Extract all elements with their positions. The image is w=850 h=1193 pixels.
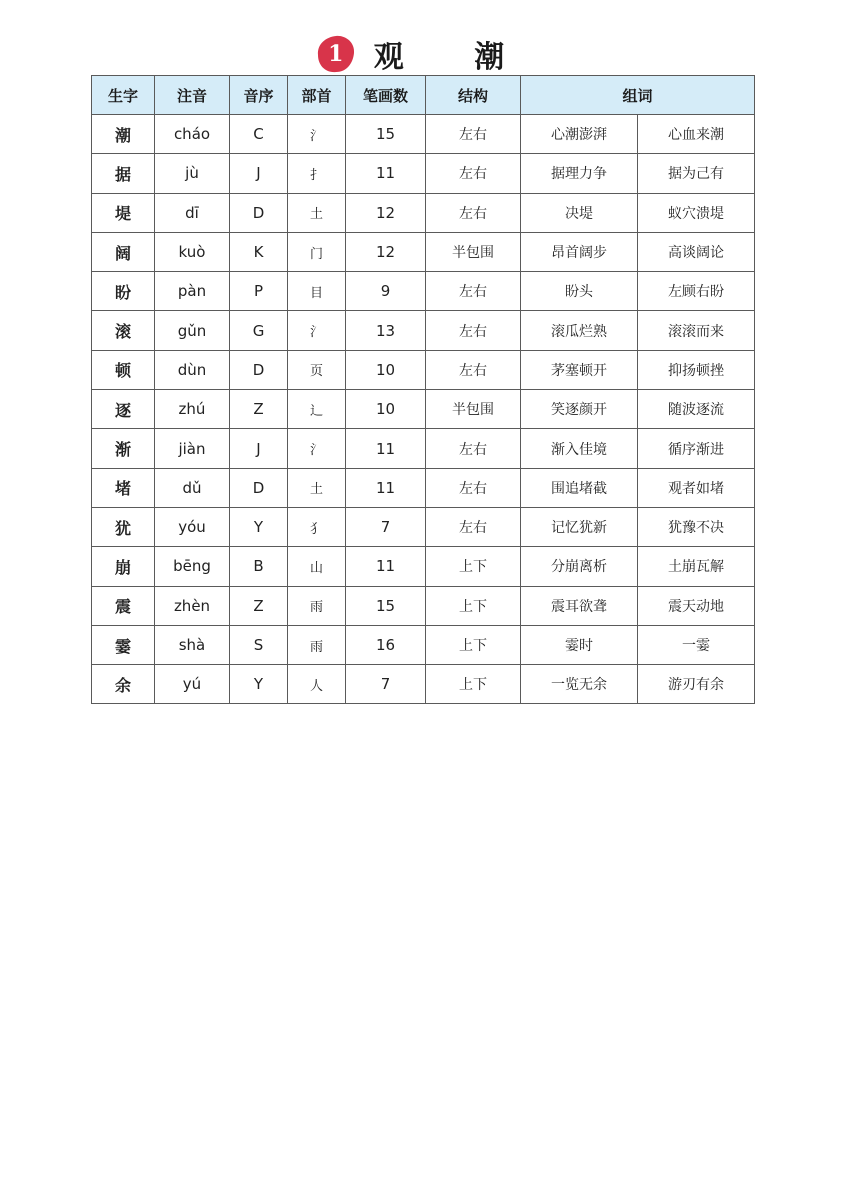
char-cell: 盼 [92, 272, 155, 311]
char-cell: 逐 [92, 390, 155, 429]
radical-cell: 雨 [288, 625, 346, 664]
word-cell: 震天动地 [638, 586, 755, 625]
char-cell: 堤 [92, 193, 155, 232]
header-char: 生字 [92, 76, 155, 115]
initial-cell: D [230, 193, 288, 232]
radical-cell: 氵 [288, 311, 346, 350]
strokes-cell: 11 [346, 547, 426, 586]
structure-cell: 左右 [426, 468, 521, 507]
radical-cell: 犭 [288, 507, 346, 546]
word-cell: 循序渐进 [638, 429, 755, 468]
initial-cell: J [230, 154, 288, 193]
header-initial: 音序 [230, 76, 288, 115]
strokes-cell: 15 [346, 115, 426, 154]
table-row [92, 507, 755, 546]
table-row [92, 468, 755, 507]
lesson-number: 1 [328, 41, 344, 67]
char-cell: 崩 [92, 547, 155, 586]
word-cell: 一览无余 [521, 665, 638, 704]
table-row [92, 193, 755, 232]
table-row [92, 547, 755, 586]
initial-cell: Z [230, 390, 288, 429]
header-structure: 结构 [426, 76, 521, 115]
structure-cell: 左右 [426, 272, 521, 311]
radical-cell: 氵 [288, 115, 346, 154]
structure-cell: 上下 [426, 665, 521, 704]
radical-cell: 雨 [288, 586, 346, 625]
initial-cell: J [230, 429, 288, 468]
word-cell: 滚滚而来 [638, 311, 755, 350]
pinyin-cell: shà [155, 625, 230, 664]
word-cell: 滚瓜烂熟 [521, 311, 638, 350]
word-cell: 高谈阔论 [638, 232, 755, 271]
table-row [92, 586, 755, 625]
table-row [92, 429, 755, 468]
table-body [92, 115, 755, 704]
structure-cell: 左右 [426, 311, 521, 350]
table-row [92, 350, 755, 389]
char-cell: 阔 [92, 232, 155, 271]
pinyin-cell: zhèn [155, 586, 230, 625]
structure-cell: 左右 [426, 154, 521, 193]
word-cell: 渐入佳境 [521, 429, 638, 468]
char-cell: 据 [92, 154, 155, 193]
strokes-cell: 7 [346, 507, 426, 546]
char-cell: 渐 [92, 429, 155, 468]
table-row [92, 272, 755, 311]
word-cell: 观者如堵 [638, 468, 755, 507]
word-cell: 抑扬顿挫 [638, 350, 755, 389]
char-cell: 震 [92, 586, 155, 625]
char-cell: 犹 [92, 507, 155, 546]
structure-cell: 半包围 [426, 390, 521, 429]
structure-cell: 左右 [426, 507, 521, 546]
structure-cell: 左右 [426, 429, 521, 468]
word-cell: 一霎 [638, 625, 755, 664]
word-cell: 笑逐颜开 [521, 390, 638, 429]
pinyin-cell: zhú [155, 390, 230, 429]
char-cell: 霎 [92, 625, 155, 664]
initial-cell: Y [230, 665, 288, 704]
pinyin-cell: dùn [155, 350, 230, 389]
header-radical: 部首 [288, 76, 346, 115]
structure-cell: 左右 [426, 115, 521, 154]
word-cell: 分崩离析 [521, 547, 638, 586]
word-cell: 昂首阔步 [521, 232, 638, 271]
word-cell: 游刃有余 [638, 665, 755, 704]
strokes-cell: 11 [346, 429, 426, 468]
word-cell: 犹豫不决 [638, 507, 755, 546]
initial-cell: K [230, 232, 288, 271]
structure-cell: 左右 [426, 193, 521, 232]
pinyin-cell: yóu [155, 507, 230, 546]
pinyin-cell: kuò [155, 232, 230, 271]
word-cell: 心潮澎湃 [521, 115, 638, 154]
char-cell: 潮 [92, 115, 155, 154]
char-cell: 顿 [92, 350, 155, 389]
pinyin-cell: jù [155, 154, 230, 193]
strokes-cell: 11 [346, 154, 426, 193]
initial-cell: B [230, 547, 288, 586]
radical-cell: 山 [288, 547, 346, 586]
initial-cell: D [230, 468, 288, 507]
table-row [92, 390, 755, 429]
strokes-cell: 11 [346, 468, 426, 507]
word-cell: 据理力争 [521, 154, 638, 193]
initial-cell: C [230, 115, 288, 154]
structure-cell: 上下 [426, 586, 521, 625]
page-title: 观 潮 [373, 40, 535, 75]
initial-cell: D [230, 350, 288, 389]
pinyin-cell: bēng [155, 547, 230, 586]
word-cell: 茅塞顿开 [521, 350, 638, 389]
structure-cell: 左右 [426, 350, 521, 389]
pinyin-cell: gǔn [155, 311, 230, 350]
table-row [92, 232, 755, 271]
pinyin-cell: dī [155, 193, 230, 232]
radical-cell: 扌 [288, 154, 346, 193]
initial-cell: S [230, 625, 288, 664]
radical-cell: 氵 [288, 429, 346, 468]
strokes-cell: 12 [346, 193, 426, 232]
pinyin-cell: dǔ [155, 468, 230, 507]
initial-cell: Y [230, 507, 288, 546]
table-header-row [92, 76, 755, 115]
strokes-cell: 12 [346, 232, 426, 271]
radical-cell: 土 [288, 193, 346, 232]
lesson-number-badge [316, 34, 356, 74]
initial-cell: P [230, 272, 288, 311]
word-cell: 记忆犹新 [521, 507, 638, 546]
radical-cell: 人 [288, 665, 346, 704]
pinyin-cell: yú [155, 665, 230, 704]
word-cell: 据为己有 [638, 154, 755, 193]
word-cell: 左顾右盼 [638, 272, 755, 311]
radical-cell: 门 [288, 232, 346, 271]
strokes-cell: 16 [346, 625, 426, 664]
header-pinyin: 注音 [155, 76, 230, 115]
header-strokes: 笔画数 [346, 76, 426, 115]
table-row [92, 665, 755, 704]
structure-cell: 半包围 [426, 232, 521, 271]
header-words: 组词 [521, 76, 755, 115]
table-row [92, 115, 755, 154]
word-cell: 震耳欲聋 [521, 586, 638, 625]
word-cell: 随波逐流 [638, 390, 755, 429]
initial-cell: G [230, 311, 288, 350]
strokes-cell: 13 [346, 311, 426, 350]
pinyin-cell: jiàn [155, 429, 230, 468]
table-row [92, 154, 755, 193]
initial-cell: Z [230, 586, 288, 625]
word-cell: 心血来潮 [638, 115, 755, 154]
table-row [92, 311, 755, 350]
table-row [92, 625, 755, 664]
radical-cell: 页 [288, 350, 346, 389]
char-cell: 余 [92, 665, 155, 704]
word-cell: 决堤 [521, 193, 638, 232]
pinyin-cell: cháo [155, 115, 230, 154]
char-cell: 滚 [92, 311, 155, 350]
structure-cell: 上下 [426, 625, 521, 664]
char-cell: 堵 [92, 468, 155, 507]
radical-cell: 辶 [288, 390, 346, 429]
structure-cell: 上下 [426, 547, 521, 586]
vocabulary-table [91, 75, 755, 704]
word-cell: 霎时 [521, 625, 638, 664]
radical-cell: 土 [288, 468, 346, 507]
word-cell: 蚁穴溃堤 [638, 193, 755, 232]
lesson-title-bar [0, 32, 850, 76]
strokes-cell: 10 [346, 350, 426, 389]
word-cell: 围追堵截 [521, 468, 638, 507]
strokes-cell: 15 [346, 586, 426, 625]
word-cell: 盼头 [521, 272, 638, 311]
strokes-cell: 9 [346, 272, 426, 311]
radical-cell: 目 [288, 272, 346, 311]
strokes-cell: 7 [346, 665, 426, 704]
pinyin-cell: pàn [155, 272, 230, 311]
strokes-cell: 10 [346, 390, 426, 429]
word-cell: 土崩瓦解 [638, 547, 755, 586]
